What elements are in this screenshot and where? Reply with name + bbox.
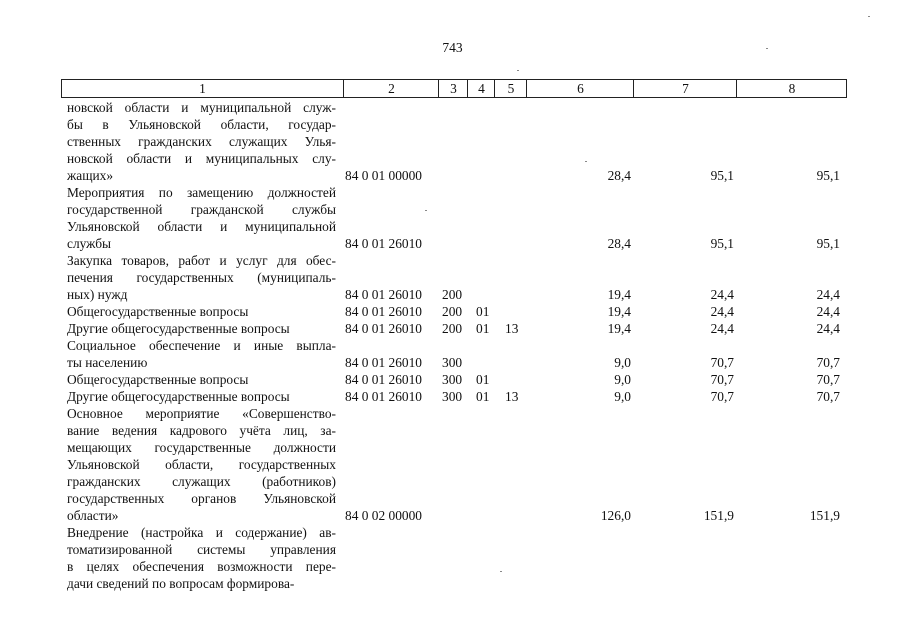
row-name-line: в целях обеспечения возможности пере- [67,559,336,574]
row-value-col6: 19,4 [607,287,631,302]
table-row [0,184,905,252]
table-row [0,99,905,184]
row-value-col7: 70,7 [710,355,734,370]
row-value-col6: 126,0 [600,508,631,523]
row-expense-type: 300 [442,372,463,387]
row-name-line: Основное мероприятие «Совершенство- [67,406,336,421]
row-value-col6: 9,0 [614,389,631,404]
row-value-col8: 24,4 [816,321,840,336]
row-value-col7: 70,7 [710,389,734,404]
row-expense-type: 200 [442,321,463,336]
column-header-3: 3 [438,80,468,97]
row-name-line: Мероприятия по замещению должностей [67,185,336,200]
row-expense-type: 300 [442,355,463,370]
row-name-line: ты населению [67,355,148,370]
row-section: 01 [476,389,490,404]
scan-speck [868,16,870,17]
row-name-line: Другие общегосударственные вопросы [67,389,290,404]
row-name-line: Социальное обеспечение и иные выпла- [67,338,336,353]
table-row [0,405,905,524]
row-value-col7: 24,4 [710,304,734,319]
row-name-line: Общегосударственные вопросы [67,304,249,319]
row-value-col6: 19,4 [607,304,631,319]
row-name [67,303,336,320]
row-name [67,320,336,337]
row-value-col6: 19,4 [607,321,631,336]
row-section: 01 [476,372,490,387]
row-code: 84 0 01 00000 [345,168,422,183]
row-name-line: Закупка товаров, работ и услуг для обес- [67,253,336,268]
row-code: 84 0 01 26010 [345,389,422,404]
row-expense-type: 300 [442,389,463,404]
row-name-line: новской области и муниципальных слу- [67,151,336,166]
row-name-line: жащих» [67,168,114,183]
row-name-line: Внедрение (настройка и содержание) ав- [67,525,336,540]
row-name [67,524,336,592]
row-value-col6: 9,0 [614,372,631,387]
row-code: 84 0 02 00000 [345,508,422,523]
column-header-5: 5 [494,80,527,97]
row-value-col7: 95,1 [710,236,734,251]
row-name-line: Ульяновской области и муниципальной [67,219,336,234]
row-value-col6: 28,4 [607,236,631,251]
row-name-line: гражданских служащих (работников) [67,474,336,489]
row-value-col8: 95,1 [816,168,840,183]
row-name-line: Другие общегосударственные вопросы [67,321,290,336]
row-value-col8: 24,4 [816,287,840,302]
row-code: 84 0 01 26010 [345,287,422,302]
table-row [0,371,905,388]
row-value-col7: 24,4 [710,321,734,336]
row-name [67,371,336,388]
row-subsection: 13 [505,321,519,336]
page-number: 743 [442,40,463,55]
column-header-4: 4 [467,80,495,97]
row-name [67,405,336,524]
row-section: 01 [476,321,490,336]
row-code: 84 0 01 26010 [345,355,422,370]
row-code: 84 0 01 26010 [345,236,422,251]
row-section: 01 [476,304,490,319]
row-name-line: области» [67,508,119,523]
column-header-8: 8 [736,80,847,97]
row-value-col7: 24,4 [710,287,734,302]
row-value-col8: 70,7 [816,389,840,404]
row-name-line: мещающих государственные должности [67,440,336,455]
row-name-line: государственных органов Ульяновской [67,491,336,506]
table-row [0,337,905,371]
row-value-col8: 151,9 [809,508,840,523]
row-value-col7: 151,9 [703,508,734,523]
row-value-col6: 9,0 [614,355,631,370]
table-row [0,252,905,303]
row-value-col8: 95,1 [816,236,840,251]
row-code: 84 0 01 26010 [345,321,422,336]
row-name [67,252,336,303]
row-name-line: печения государственных (муниципаль- [67,270,336,285]
row-value-col7: 70,7 [710,372,734,387]
row-name-line: бы в Ульяновской области, государ- [67,117,336,132]
column-header-2: 2 [343,80,439,97]
row-value-col8: 70,7 [816,355,840,370]
scan-speck [766,48,768,49]
column-header-6: 6 [526,80,634,97]
row-name-line: новской области и муниципальной служ- [67,100,336,115]
table-row [0,524,905,592]
column-header-7: 7 [633,80,737,97]
scan-speck [425,210,427,211]
table-header [61,79,847,98]
table-row [0,303,905,320]
row-expense-type: 200 [442,287,463,302]
table-row [0,320,905,337]
row-name [67,184,336,252]
row-name-line: Ульяновской области, государственных [67,457,336,472]
row-name-line: Общегосударственные вопросы [67,372,249,387]
row-code: 84 0 01 26010 [345,372,422,387]
row-name-line: ных) нужд [67,287,128,302]
row-name-line: томатизированной системы управления [67,542,336,557]
row-name [67,388,336,405]
row-name-line: дачи сведений по вопросам формирова- [67,576,295,591]
row-expense-type: 200 [442,304,463,319]
row-subsection: 13 [505,389,519,404]
row-name-line: вание ведения кадрового учёта лиц, за- [67,423,336,438]
row-value-col8: 70,7 [816,372,840,387]
column-header-1: 1 [199,81,206,96]
table-row [0,388,905,405]
scan-speck [517,70,519,71]
row-value-col6: 28,4 [607,168,631,183]
scan-speck [500,571,502,572]
row-name-line: ственных гражданских служащих Улья- [67,134,336,149]
row-name-line: государственной гражданской службы [67,202,336,217]
row-code: 84 0 01 26010 [345,304,422,319]
scan-speck [585,161,587,162]
row-name [67,99,336,184]
row-name [67,337,336,371]
row-value-col8: 24,4 [816,304,840,319]
row-name-line: службы [67,236,112,251]
row-value-col7: 95,1 [710,168,734,183]
